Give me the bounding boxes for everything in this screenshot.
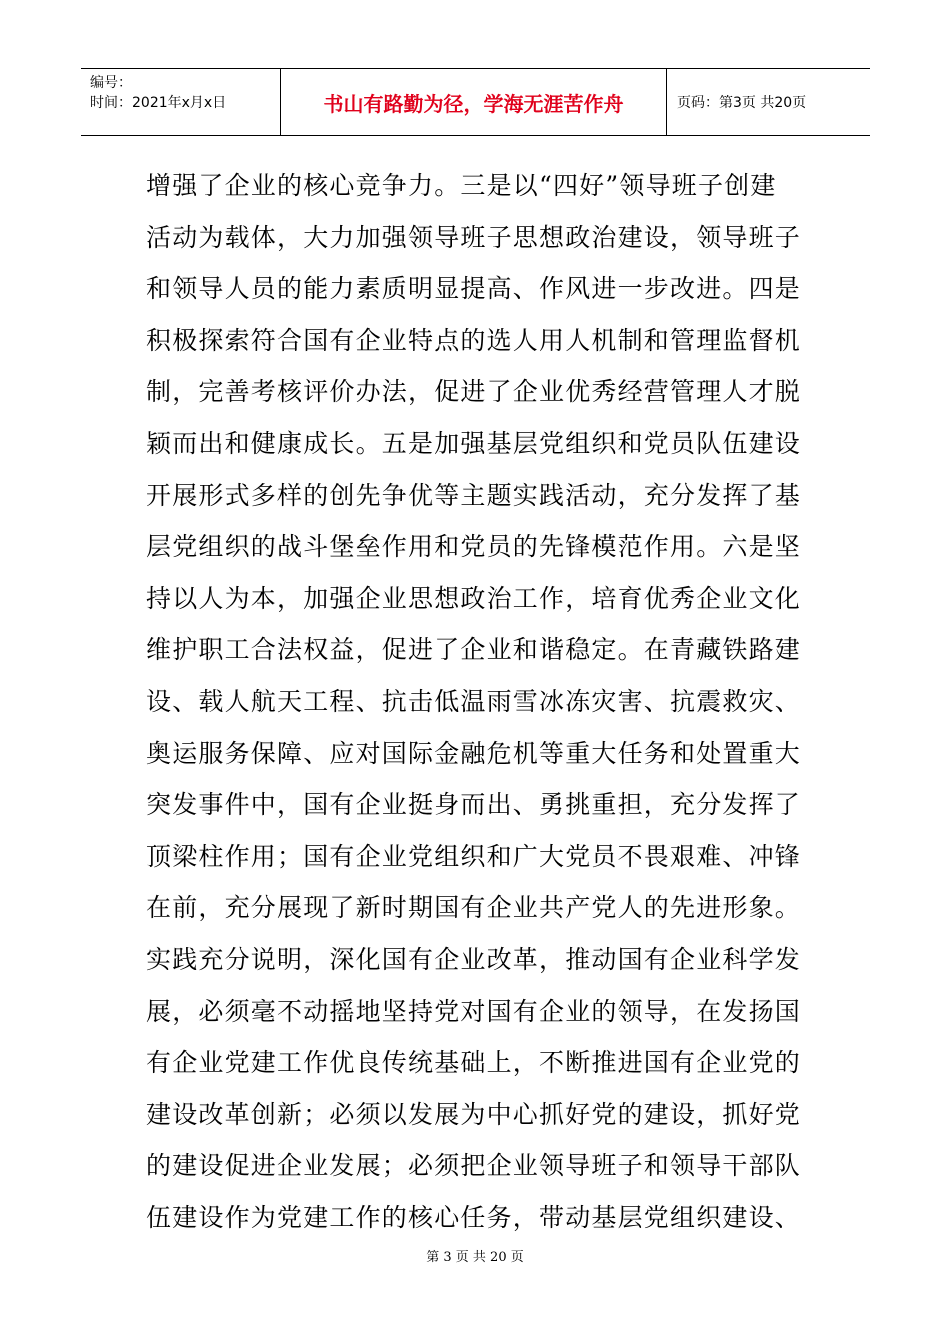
- body-text-line: 维护职工合法权益，促进了企业和谐稳定。在青藏铁路建: [146, 635, 802, 665]
- body-text-line: 活动为载体，大力加强领导班子思想政治建设，领导班子: [146, 222, 802, 252]
- document-number-label: 编号：: [90, 75, 132, 91]
- header-motto: 书山有路勤为径，学海无涯苦作舟: [281, 69, 667, 135]
- page-header: [81, 68, 870, 136]
- body-text-line: 突发事件中，国有企业挺身而出、勇挑重担，充分发挥了: [146, 790, 802, 820]
- body-text-line: 制，完善考核评价办法，促进了企业优秀经营管理人才脱: [146, 377, 802, 407]
- body-text-line: 伍建设作为党建工作的核心任务，带动基层党组织建设、: [146, 1202, 802, 1232]
- body-text-line: 展，必须毫不动摇地坚持党对国有企业的领导，在发扬国: [146, 996, 802, 1026]
- body-text-line: 在前，充分展现了新时期国有企业共产党人的先进形象。: [146, 893, 802, 923]
- body-text-line: 建设改革创新；必须以发展为中心抓好党的建设，抓好党: [146, 1099, 802, 1129]
- body-text-line: 顶梁柱作用；国有企业党组织和广大党员不畏艰难、冲锋: [146, 841, 802, 871]
- body-text-line: 积极探索符合国有企业特点的选人用人机制和管理监督机: [146, 325, 802, 355]
- body-text-line: 持以人为本，加强企业思想政治工作，培育优秀企业文化: [146, 583, 802, 613]
- body-text-line: 颖而出和健康成长。五是加强基层党组织和党员队伍建设: [146, 428, 802, 458]
- body-text-line: 开展形式多样的创先争优等主题实践活动，充分发挥了基: [146, 480, 802, 510]
- document-body: [146, 160, 826, 1243]
- body-text-line: 设、载人航天工程、抗击低温雨雪冰冻灾害、抗震救灾、: [146, 686, 802, 716]
- header-meta: [81, 69, 281, 135]
- body-text-line: 实践充分说明，深化国有企业改革，推动国有企业科学发: [146, 944, 802, 974]
- body-text-line: 有企业党建工作优良传统基础上，不断推进国有企业党的: [146, 1048, 802, 1078]
- body-text-line: 奥运服务保障、应对国际金融危机等重大任务和处置重大: [146, 738, 802, 768]
- body-text-line: 层党组织的战斗堡垒作用和党员的先锋模范作用。六是坚: [146, 532, 802, 562]
- page-footer: 第 3 页 共 20 页: [426, 1250, 524, 1265]
- document-time-label: 时间：2021年x月x日: [90, 95, 227, 111]
- header-page-info: 页码：第3页 共20页: [677, 95, 807, 111]
- body-text-line: 增强了企业的核心竞争力。三是以“四好”领导班子创建: [146, 171, 777, 200]
- body-text-line: 和领导人员的能力素质明显提高、作风进一步改进。四是: [146, 274, 802, 304]
- body-text-line: 的建设促进企业发展；必须把企业领导班子和领导干部队: [146, 1151, 802, 1181]
